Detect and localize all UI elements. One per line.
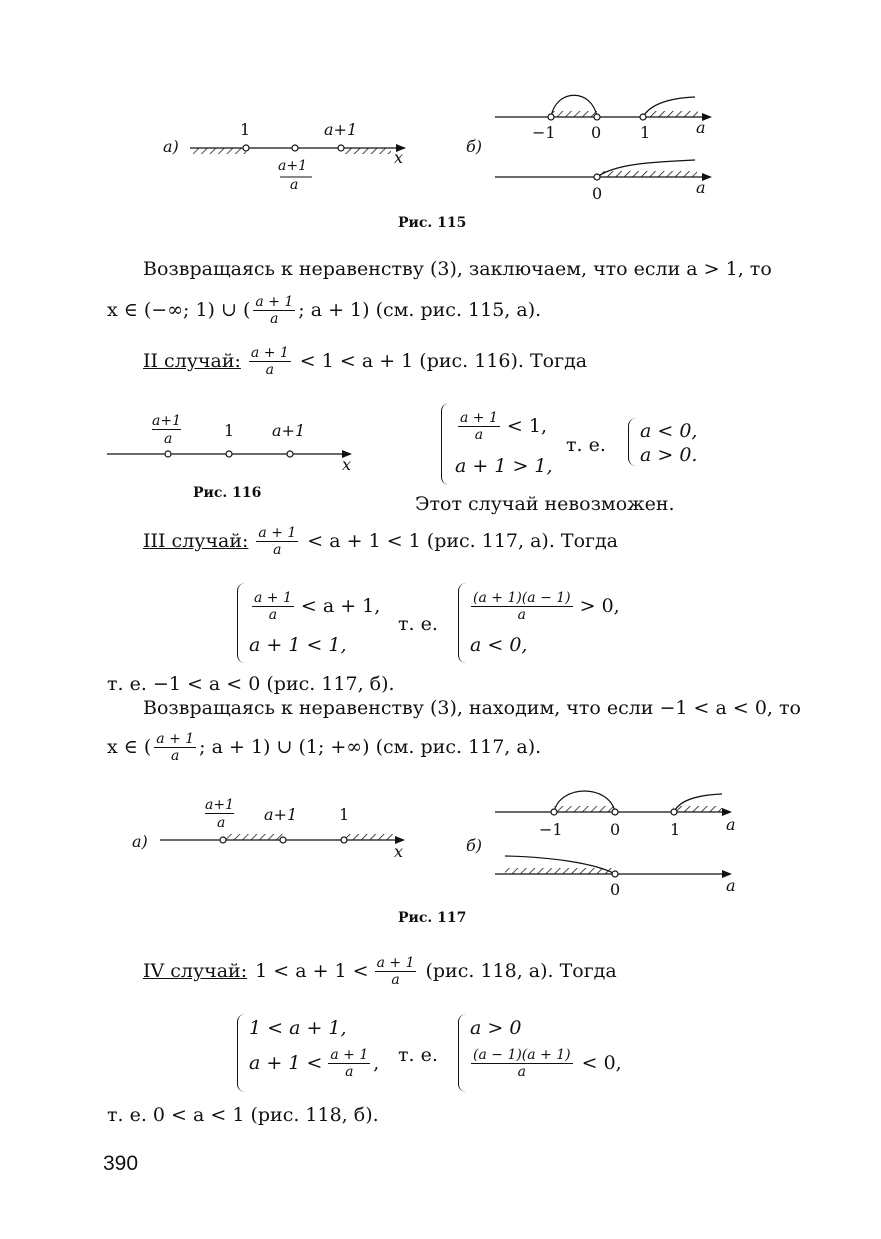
tick-label: 1: [240, 120, 251, 139]
system-row: 1 < a + 1,: [249, 1017, 347, 1039]
fig116: [105, 440, 360, 470]
formula-text: x ∈ (: [107, 736, 152, 758]
fraction: $\frac{a + 1}{a}$: [258, 524, 297, 558]
tick-frac-den: a: [164, 431, 173, 447]
point: [338, 145, 344, 151]
system-text: a + 1 <: [249, 1052, 323, 1074]
paragraph-line: Возвращаясь к неравенству (3), находим, что если −1 < a < 0, то: [143, 697, 801, 719]
tick-label: 0: [610, 880, 621, 899]
tick-frac-num: a+1: [152, 413, 181, 429]
system-text: < a + 1,: [300, 595, 381, 617]
fraction: $\frac{a + 1}{a}$: [254, 589, 292, 623]
case-heading-line: [143, 524, 618, 558]
system-text: > 0,: [579, 595, 620, 617]
fig117a: [155, 825, 410, 855]
tick-label: 1: [339, 805, 350, 824]
tick-label: −1: [539, 820, 563, 839]
page-number: 390: [103, 1152, 139, 1175]
system-row: a > 0: [470, 1017, 522, 1039]
fraction: $\frac{(a + 1)(a - 1)}{a}$: [473, 589, 571, 623]
tick-frac-num: a+1: [205, 797, 234, 813]
axis-label: x: [394, 842, 404, 861]
system-row: [455, 408, 547, 444]
case-heading: II случай:: [143, 350, 241, 372]
paragraph-line: Возвращаясь к неравенству (3), заключаем, что если a > 1, то: [143, 258, 772, 280]
system-row: a < 0,: [470, 634, 528, 656]
system-row: [468, 1044, 622, 1082]
formula-text: ; a + 1) ∪ (1; +∞) (см. рис. 117, а).: [199, 736, 542, 758]
axis-label: a: [696, 118, 706, 137]
case-heading: IV случай:: [143, 960, 248, 982]
axis-label: a: [726, 876, 736, 895]
system-row: [249, 588, 380, 624]
tick-frac-num: a+1: [278, 158, 307, 174]
tick-label: a+1: [272, 421, 306, 440]
tick-label: 1: [670, 820, 681, 839]
hatched-region: [193, 148, 246, 154]
system-brace: [441, 403, 452, 485]
fraction: $\frac{a + 1}{a}$: [376, 954, 415, 988]
system-text: < 1,: [506, 415, 547, 437]
case-heading: III случай:: [143, 530, 249, 552]
fraction: $\frac{a + 1}{a}$: [156, 730, 195, 764]
tick-label: 1: [640, 123, 651, 142]
case-text: (рис. 118, а). Тогда: [425, 960, 617, 982]
system-te: т. е.: [398, 613, 438, 635]
fraction: $\frac{(a - 1)(a + 1)}{a}$: [473, 1046, 571, 1080]
fig-label: б): [466, 836, 483, 855]
paragraph-line: т. е. −1 < a < 0 (рис. 117, б).: [107, 673, 395, 695]
point: [243, 145, 249, 151]
case-text: 1 < a + 1 <: [255, 960, 369, 982]
fig-label: а): [132, 832, 148, 851]
tick-label: −1: [532, 123, 556, 142]
tick-label: 0: [610, 820, 621, 839]
system-row: a + 1 < 1,: [249, 634, 347, 656]
paragraph-line: Этот случай невозможен.: [415, 493, 675, 515]
tick-frac-den: a: [217, 815, 226, 831]
axis-label: x: [342, 455, 352, 474]
case-text: < 1 < a + 1 (рис. 116). Тогда: [299, 350, 588, 372]
point: [292, 145, 298, 151]
figure-caption: Рис. 115: [398, 215, 467, 231]
axis-label: x: [394, 148, 404, 167]
system-row: [249, 1044, 379, 1082]
case-heading-line: [143, 952, 617, 990]
paragraph-line: т. е. 0 < a < 1 (рис. 118, б).: [107, 1104, 379, 1126]
system-row: a + 1 > 1,: [455, 455, 553, 477]
system-row: a < 0,: [640, 420, 698, 442]
system-text: < 0,: [581, 1052, 622, 1074]
system-te: т. е.: [566, 434, 606, 456]
case-heading-line: [143, 344, 587, 378]
fraction: $\frac{a + 1}{a}$: [255, 293, 294, 327]
fig115b: [490, 90, 720, 200]
system-brace: [628, 418, 637, 466]
formula-text: x ∈ (−∞; 1) ∪ (: [107, 299, 251, 321]
system-row: [468, 588, 620, 624]
tick-label: 0: [592, 184, 603, 203]
system-brace: [237, 1014, 248, 1092]
formula-line: [107, 294, 541, 326]
axis-label: a: [696, 178, 706, 197]
axis-label: a: [726, 815, 736, 834]
system-row: a > 0.: [640, 444, 698, 466]
system-text: ,: [373, 1052, 380, 1074]
tick-label: a+1: [264, 805, 298, 824]
formula-text: ; a + 1) (см. рис. 115, а).: [298, 299, 542, 321]
tick-label: a+1: [324, 120, 358, 139]
fraction: $\frac{a + 1}{a}$: [250, 344, 289, 378]
system-te: т. е.: [398, 1044, 438, 1066]
tick-frac-den: a: [290, 177, 299, 193]
tick-label: 1: [224, 421, 235, 440]
formula-line: [107, 729, 541, 765]
tick-label: 0: [591, 123, 602, 142]
figure-caption: Рис. 117: [398, 910, 467, 926]
fig-label: а): [163, 137, 179, 156]
fig117b: [490, 785, 740, 895]
figure-caption: Рис. 116: [193, 485, 262, 501]
system-brace: [237, 583, 248, 663]
case-text: < a + 1 < 1 (рис. 117, а). Тогда: [307, 530, 619, 552]
fig-label: б): [466, 137, 483, 156]
hatched-region: [341, 148, 391, 154]
fraction: $\frac{a + 1}{a}$: [460, 409, 498, 443]
fraction: $\frac{a + 1}{a}$: [330, 1046, 369, 1080]
